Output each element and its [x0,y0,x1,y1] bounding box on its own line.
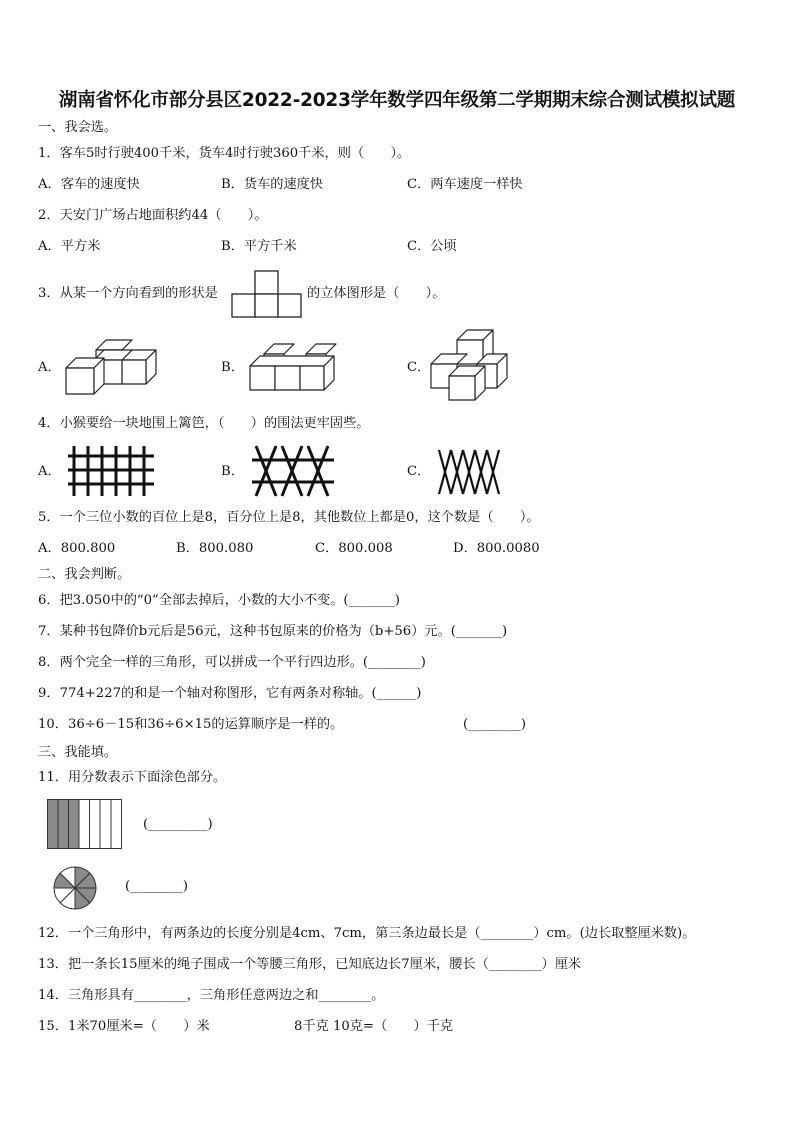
question-1: 1．客车5时行驶400千米，货车4时行驶360千米，则（ ）。 [38,146,411,161]
q5-option-d[interactable]: D．800.0080 [453,541,540,556]
question-11: 11．用分数表示下面涂色部分。 [38,770,227,785]
question-3-end: 的立体图形是（ ）。 [307,286,446,301]
q4-option-c[interactable]: C． [407,464,431,479]
question-15-right[interactable]: 8千克 10克=（ ）千克 [294,1019,454,1034]
q3-option-c-cubes[interactable] [431,330,511,402]
question-10-blank[interactable]: (________) [463,717,527,732]
q3-option-a-cubes[interactable] [66,338,156,396]
q3-option-b[interactable]: B． [221,360,244,375]
q4-option-b[interactable]: B． [221,464,244,479]
q1-option-b[interactable]: B．货车的速度快 [221,177,324,192]
question-10: 10．36÷6－15和36÷6×15的运算顺序是一样的。 [38,717,344,732]
q3-option-b-cubes[interactable] [250,340,342,394]
q11-shaded-rectangle [47,799,123,851]
q4-option-c-fence-zigzag[interactable] [437,450,503,494]
question-12[interactable]: 12．一个三角形中，有两条边的长度分别是4cm、7cm，第三条边最长是（________）cm。(边长取整厘米数)。 [38,926,696,941]
question-13[interactable]: 13．把一条长15厘米的绳子围成一个等腰三角形，已知底边长7厘米，腰长（________）厘米 [38,957,582,972]
question-15-left[interactable]: 15．1米70厘米=（ ）米 [38,1019,210,1034]
question-2: 2．天安门广场占地面积约44（ ）。 [38,208,268,223]
q2-option-c[interactable]: C．公顷 [407,239,457,254]
question-7[interactable]: 7．某种书包降价b元后是56元，这种书包原来的价格为（b+56）元。(_______) [38,624,508,639]
question-9[interactable]: 9．774+227的和是一个轴对称图形，它有两条对称轴。(______) [38,686,422,701]
q1-option-c[interactable]: C．两车速度一样快 [407,177,523,192]
q2-option-b[interactable]: B．平方千米 [221,239,297,254]
q11-shaded-circle [52,865,98,911]
question-6[interactable]: 6．把3.050中的“0”全部去掉后，小数的大小不变。(_______) [38,593,400,608]
q11-rectangle-blank[interactable]: (_________) [143,817,213,832]
q4-option-a[interactable]: A． [38,464,61,479]
question-5: 5．一个三位小数的百位上是8，百分位上是8，其他数位上都是0，这个数是（ ）。 [38,510,540,525]
section-heading-judge: 二、我会判断。 [38,567,131,582]
page-title: 湖南省怀化市部分县区2022-2023学年数学四年级第二学期期末综合测试模拟试题 [58,90,736,111]
q4-option-a-fence-grid[interactable] [68,446,156,496]
question-14[interactable]: 14．三角形具有________，三角形任意两边之和________。 [38,988,385,1003]
q4-option-b-fence-cross[interactable] [252,446,336,496]
q1-option-a[interactable]: A．客车的速度快 [38,177,140,192]
q3-option-c[interactable]: C． [407,360,431,375]
question-3-start: 3．从某一个方向看到的形状是 [38,286,218,301]
q5-option-a[interactable]: A．800.800 [38,541,116,556]
q5-option-b[interactable]: B．800.080 [176,541,254,556]
q11-circle-blank[interactable]: (________) [125,879,189,894]
q5-option-c[interactable]: C．800.008 [315,541,393,556]
question-4: 4．小猴要给一块地围上篱笆，（ ）的围法更牢固些。 [38,416,370,431]
question-8[interactable]: 8．两个完全一样的三角形，可以拼成一个平行四边形。(________) [38,655,426,670]
section-heading-choose: 一、我会选。 [38,120,118,135]
section-heading-fill: 三、我能填。 [38,745,118,760]
q3-option-a[interactable]: A． [38,360,61,375]
q3-view-shape [231,270,303,320]
q2-option-a[interactable]: A．平方米 [38,239,101,254]
